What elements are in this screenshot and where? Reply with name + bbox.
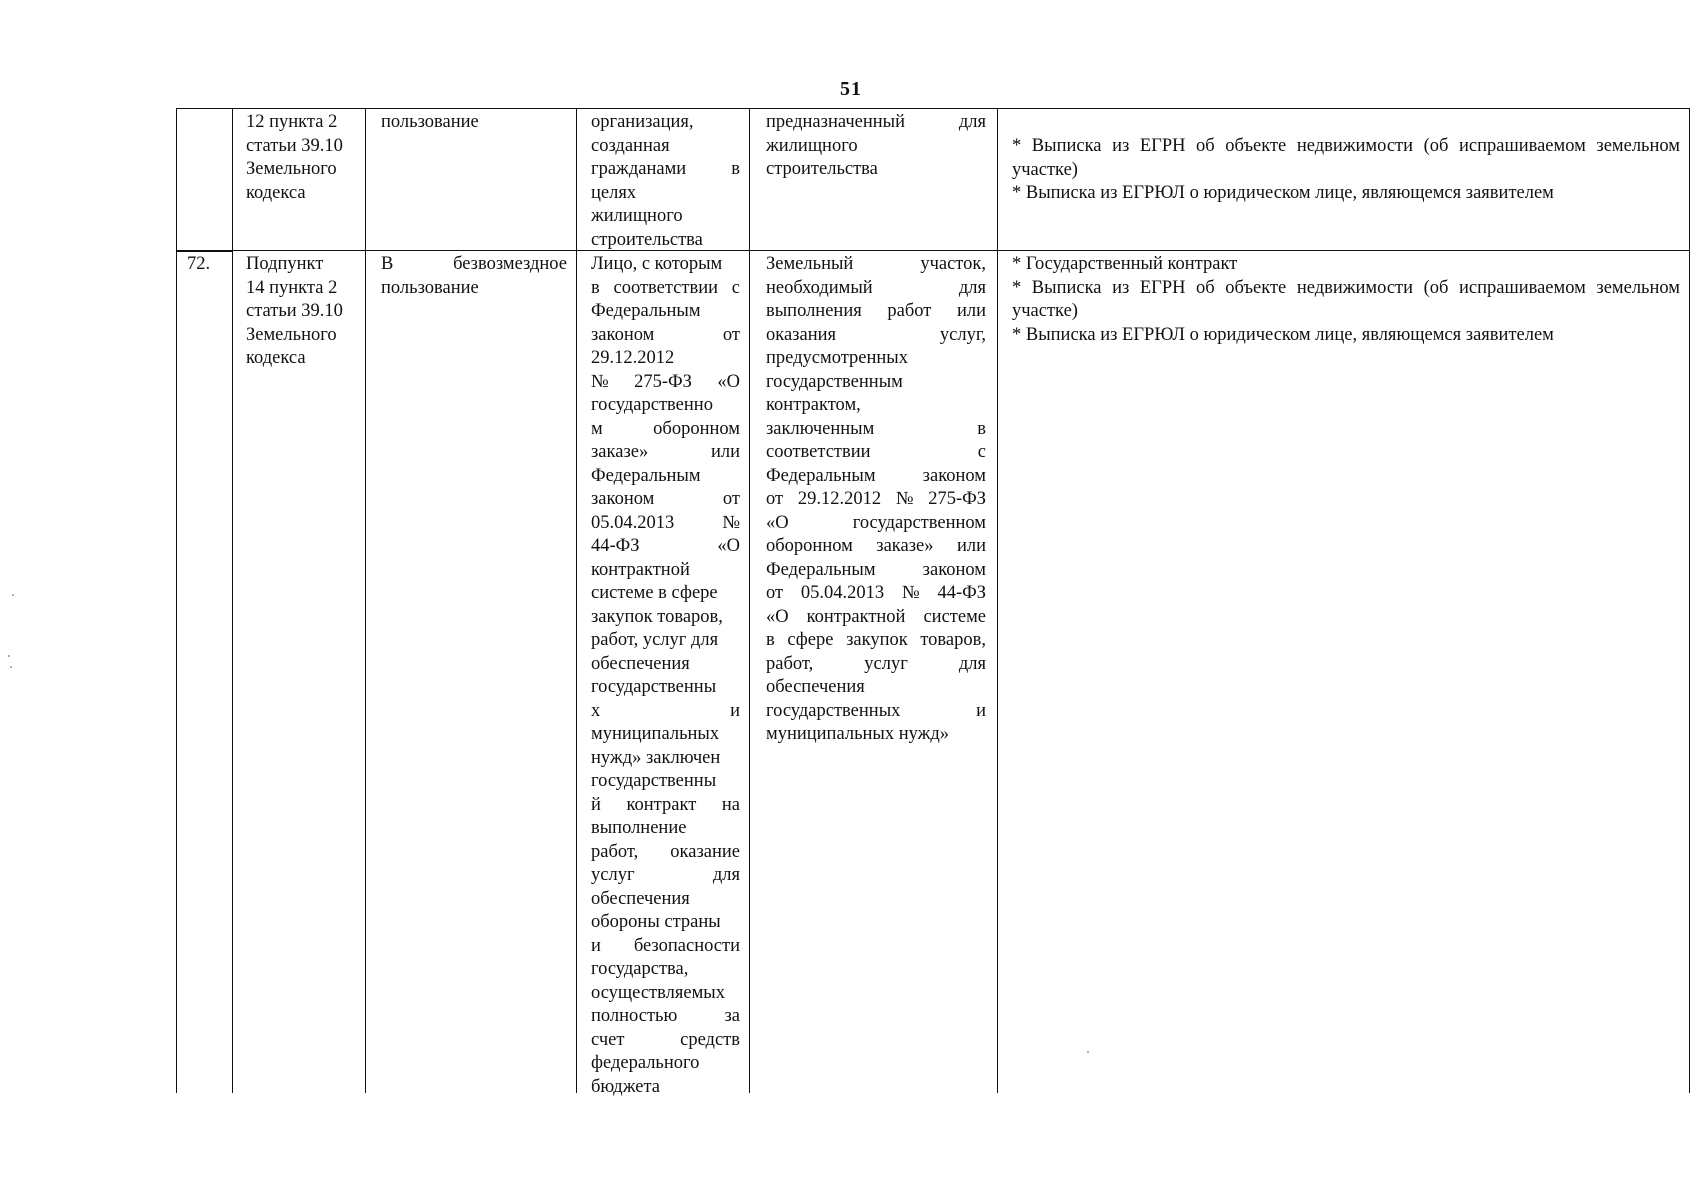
row1-documents-cell <box>1012 135 1680 206</box>
page-number: 51 <box>840 78 862 100</box>
applicant-line: Федеральным <box>591 465 701 486</box>
applicant-line: системе в сфере <box>591 583 718 603</box>
land-purpose-line: в сфере закупок товаров, <box>766 630 986 650</box>
land-purpose-line: обеспечения <box>766 677 865 697</box>
basis-line: статьи 39.10 <box>246 301 343 321</box>
basis-line: статьи 39.10 <box>246 135 343 156</box>
applicant-line: обеспечения <box>591 888 690 909</box>
applicant-line: услуг для <box>591 865 740 885</box>
applicant-line: работ, оказание <box>591 841 740 862</box>
basis-line: кодекса <box>246 348 306 368</box>
basis-line: 12 пункта 2 <box>246 112 338 132</box>
land-purpose-line: предназначенный для <box>766 112 986 132</box>
applicant-line: контрактной <box>591 559 690 580</box>
applicant-line: Лицо, с которым <box>591 254 723 274</box>
applicant-line: й контракт на <box>591 794 740 815</box>
applicant-line: государственно <box>591 395 713 415</box>
applicant-line: 29.12.2012 <box>591 348 675 368</box>
applicant-line: и безопасности <box>591 935 740 956</box>
land-purpose-line: оборонном заказе» или <box>766 536 986 556</box>
document-item: * Выписка из ЕГРН об объекте недвижимости (об испрашиваемом земельном участке) <box>1012 136 1680 180</box>
land-purpose-line: от 29.12.2012 № 275-ФЗ <box>766 489 986 509</box>
row2-applicant-cell <box>591 253 740 1099</box>
document-item: * Государственный контракт <box>1012 254 1238 274</box>
land-purpose-line: Федеральным законом <box>766 559 986 580</box>
land-purpose-line: государственных и <box>766 700 986 721</box>
applicant-line: закупок товаров, <box>591 606 723 627</box>
basis-line: кодекса <box>246 182 306 203</box>
land-purpose-line: строительства <box>766 159 878 179</box>
document-item: * Выписка из ЕГРН об объекте недвижимости (об испрашиваемом земельном участке) <box>1012 277 1680 321</box>
land-purpose-line: выполнения работ или <box>766 301 986 321</box>
applicant-line: м оборонном <box>591 418 740 439</box>
applicant-line: нужд» заключен <box>591 747 721 768</box>
documents-table <box>176 108 1690 1097</box>
land-purpose-line: соответствии с <box>766 442 986 462</box>
applicant-line: х и <box>591 700 740 721</box>
basis-line: Подпункт <box>246 254 324 274</box>
row2-documents-cell <box>1012 253 1680 347</box>
applicant-line: полностью за <box>591 1006 740 1026</box>
applicant-line: федерального <box>591 1053 700 1073</box>
basis-line: Земельного <box>246 324 337 345</box>
land-purpose-line: предусмотренных <box>766 348 908 368</box>
land-purpose-line: Земельный участок, <box>766 254 986 274</box>
land-purpose-line: Федеральным законом <box>766 465 986 486</box>
applicant-line: 44-ФЗ «О <box>591 536 740 556</box>
land-purpose-line: контрактом, <box>766 395 861 415</box>
basis-line: 14 пункта 2 <box>246 277 338 298</box>
applicant-line: муниципальных <box>591 724 720 744</box>
applicant-line: выполнение <box>591 818 687 838</box>
basis-line: Земельного <box>246 159 337 179</box>
applicant-line: организация, <box>591 112 694 132</box>
applicant-line: законом от <box>591 489 740 509</box>
applicant-line: осуществляемых <box>591 982 725 1003</box>
row2-basis-cell <box>246 253 357 371</box>
row2-number-cell <box>187 253 227 277</box>
right-type-line: пользование <box>381 112 479 132</box>
applicant-line: обороны страны <box>591 912 721 932</box>
applicant-line: законом от <box>591 324 740 345</box>
row1-applicant-cell <box>591 111 740 252</box>
row2-land-purpose-cell <box>766 253 986 747</box>
applicant-line: в соответствии с <box>591 277 740 298</box>
row1-basis-cell <box>246 111 357 205</box>
applicant-line: жилищного <box>591 206 683 226</box>
applicant-line: целях <box>591 182 637 203</box>
applicant-line: работ, услуг для <box>591 630 719 650</box>
row2-right-type-cell <box>381 253 567 300</box>
land-purpose-line: необходимый для <box>766 277 986 298</box>
land-purpose-line: от 05.04.2013 № 44-ФЗ <box>766 583 986 603</box>
applicant-line: гражданами в <box>591 159 740 179</box>
document-item: * Выписка из ЕГРЮЛ о юридическом лице, являющемся заявителем <box>1012 183 1554 203</box>
applicant-line: государственны <box>591 771 717 791</box>
land-purpose-line: «О государственном <box>766 512 986 533</box>
land-purpose-line: работ, услуг для <box>766 653 986 674</box>
applicant-line: 05.04.2013 № <box>591 512 740 533</box>
applicant-line: заказе» или <box>591 442 740 462</box>
land-purpose-line: «О контрактной системе <box>766 606 986 627</box>
land-purpose-line: муниципальных нужд» <box>766 724 950 744</box>
land-purpose-line: заключенным в <box>766 418 986 439</box>
row1-land-purpose-cell <box>766 111 986 182</box>
applicant-line: № 275-ФЗ «О <box>591 371 740 392</box>
land-purpose-line: жилищного <box>766 135 858 156</box>
land-purpose-line: оказания услуг, <box>766 324 986 345</box>
applicant-line: государства, <box>591 959 689 979</box>
right-type-line: пользование <box>381 277 479 298</box>
applicant-line: обеспечения <box>591 653 690 674</box>
applicant-line: счет средств <box>591 1029 740 1050</box>
applicant-line: созданная <box>591 135 670 156</box>
document-item: * Выписка из ЕГРЮЛ о юридическом лице, являющемся заявителем <box>1012 324 1554 345</box>
row1-right-type-cell <box>381 111 567 135</box>
applicant-line: Федеральным <box>591 301 701 321</box>
applicant-line: бюджета <box>591 1076 660 1097</box>
right-type-line: В безвозмездное <box>381 254 567 274</box>
applicant-line: строительства <box>591 229 703 250</box>
applicant-line: государственны <box>591 677 717 697</box>
row-number: 72. <box>187 254 211 274</box>
land-purpose-line: государственным <box>766 371 903 392</box>
